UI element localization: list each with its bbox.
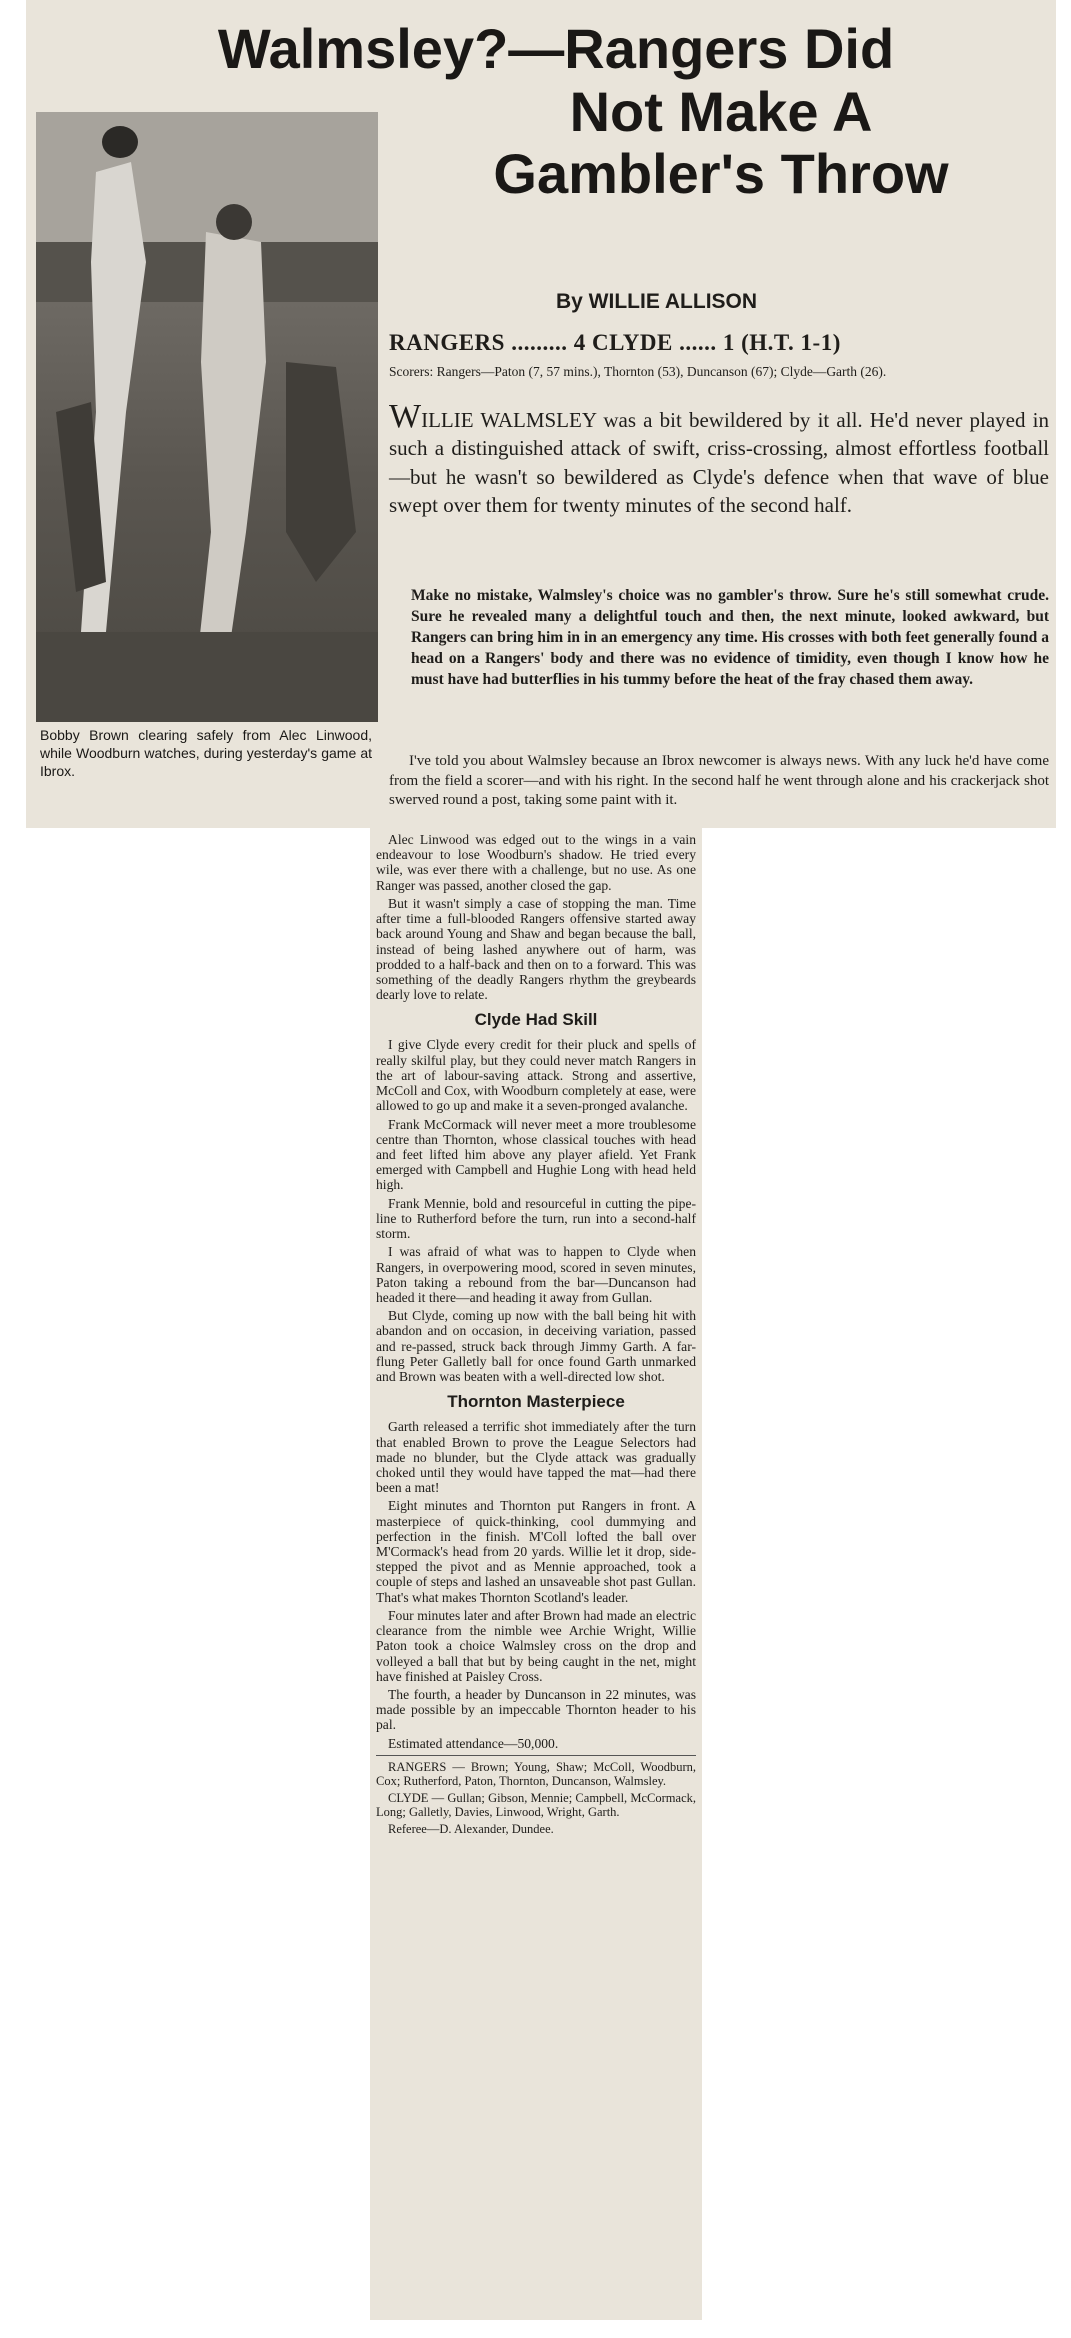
subhead-thornton-masterpiece: Thornton Masterpiece	[447, 1392, 625, 1412]
column-paragraph: But Clyde, coming up now with the ball being hit with abandon and on occasion, in deceiving variation, passed and re-passed, struck back through Jimmy Garth. A far-flung Peter Galletly ball for once found Garth unmarked and Brown was beaten with a well-directed low shot.	[376, 1308, 696, 1385]
column-paragraph: Eight minutes and Thornton put Rangers in front. A masterpiece of quick-thinking, cool dummying and perfection in the finish. M'Coll lofted the ball over M'Cormack's head from 20 yards. Willie let it drop, side-stepped the pivot and as Mennie approached, took a couple of steps and lashed an unsaveable shot past Gullan. That's what makes Thornton Scotland's leader.	[376, 1498, 696, 1605]
column-paragraph: But it wasn't simply a case of stopping the man. Time after time a full-blooded Rangers offensive started away back around Young and Shaw and began because the ball, instead of being lashed anywhere out of harm, was prodded to a half-back and then on to a forward. This was something of the deadly Rangers rhythm the greybeards dearly love to relate.	[376, 895, 696, 1003]
paragraph-3	[389, 752, 1049, 811]
rangers-lineup: RANGERS — Brown; Young, Shaw; McColl, Woodburn, Cox; Rutherford, Paton, Thornton, Duncanson, Walmsley.	[376, 1759, 696, 1788]
byline: By WILLIE ALLISON	[556, 290, 758, 313]
column-paragraph: Four minutes later and after Brown had made an electric clearance from the nimble wee Archie Wright, Willie Paton took a choice Walmsley cross on the drop and volleyed a ball that but by being caught in the net, might have finished at Paisley Cross.	[376, 1607, 696, 1684]
article-column	[376, 832, 696, 1839]
column-paragraph: Alec Linwood was edged out to the wings in a vain endeavour to lose Woodburn's shadow. He tried every wile, was ever there with a challenge, but no use. As one Ranger was passed, another closed the gap.	[376, 832, 696, 893]
headline-line-3: Gambler's Throw	[493, 142, 949, 206]
photo-caption: Bobby Brown clearing safely from Alec Linwood, while Woodburn watches, during yesterday's game at Ibrox.	[40, 727, 372, 780]
scorers: Scorers: Rangers—Paton (7, 57 mins.), Thornton (53), Duncanson (67); Clyde—Garth (26).	[389, 364, 887, 379]
column-paragraph: I give Clyde every credit for their pluck and spells of really skilful play, but they could never match Rangers in the art of labour-saving attack. Strong and assertive, McColl and Cox, with Woodburn completely at ease, were allowed to go up and make it a seven-pronged avalanche.	[376, 1037, 696, 1114]
headline-line-1: Walmsley?—Rangers Did	[217, 17, 895, 80]
paragraph-3-text: I've told you about Walmsley because an Ibrox newcomer is always news. With any luck he'd have come from the field a scorer—and with his right. In the second half he went through alone and his crackerjack shot swerved round a post, taking some paint with it.	[389, 753, 1049, 808]
attendance: Estimated attendance—50,000.	[388, 1735, 559, 1751]
clyde-lineup: CLYDE — Gullan; Gibson, Mennie; Campbell, McCormack, Long; Galletly, Davies, Linwood, Wright, Garth.	[376, 1790, 696, 1819]
subhead-clyde-had-skill: Clyde Had Skill	[474, 1010, 598, 1030]
paragraph-2: Make no mistake, Walmsley's choice was no gambler's throw. Sure he's still somewhat crude. Sure he revealed many a delightful touch and then, the next minute, looked awkward, but Rangers can bring him in in an emergency any time. His crosses with both feet generally found a head on a Rangers' body and there was no evidence of timidity, even though I know how he must have had butterflies in his tummy before the heat of the fray chased them away.	[411, 587, 1049, 688]
column-paragraph: I was afraid of what was to happen to Clyde when Rangers, in overpowering mood, scored in seven minutes, Paton taking a rebound from the bar—Duncanson had headed it there—and heading it away from Gullan.	[376, 1244, 696, 1305]
divider	[376, 1755, 696, 1756]
column-paragraph: Frank McCormack will never meet a more troublesome centre than Thornton, whose classical touches with head and feet lifted him above any player afield. Yet Frank emerged with Campbell and Hughie Long with head held high.	[376, 1116, 696, 1193]
column-paragraph: The fourth, a header by Duncanson in 22 minutes, was made possible by an impeccable Thornton header to his pal.	[376, 1687, 696, 1733]
match-photo	[36, 112, 378, 722]
top-clipping	[26, 0, 1056, 828]
headline-line-2: Not Make A	[569, 79, 873, 143]
referee: Referee—D. Alexander, Dundee.	[388, 1821, 554, 1836]
column-clipping	[370, 828, 702, 2320]
column-paragraph: Garth released a terrific shot immediately after the turn that enabled Brown to prove the League Selectors had made no blunder, but the Clyde attack was gradually choked until they would have tapped the mat—had there been a mat!	[376, 1419, 696, 1496]
lead-text: ILLIE WALMSLEY was a bit bewildered by it all. He'd never played in such a distinguished attack of swift, criss-crossing, almost effortless football—but he wasn't so bewildered as Clyde's defence when that wave of blue swept over them for twenty minutes of the second half.	[389, 408, 1049, 518]
column-paragraph: Frank Mennie, bold and resourceful in cutting the pipe-line to Rutherford before the turn, run into a second-half storm.	[376, 1195, 696, 1242]
drop-cap: W	[389, 398, 422, 435]
score-line: RANGERS ......... 4 CLYDE ...... 1 (H.T. 1-1)	[389, 330, 841, 355]
lead-paragraph	[389, 398, 1049, 519]
